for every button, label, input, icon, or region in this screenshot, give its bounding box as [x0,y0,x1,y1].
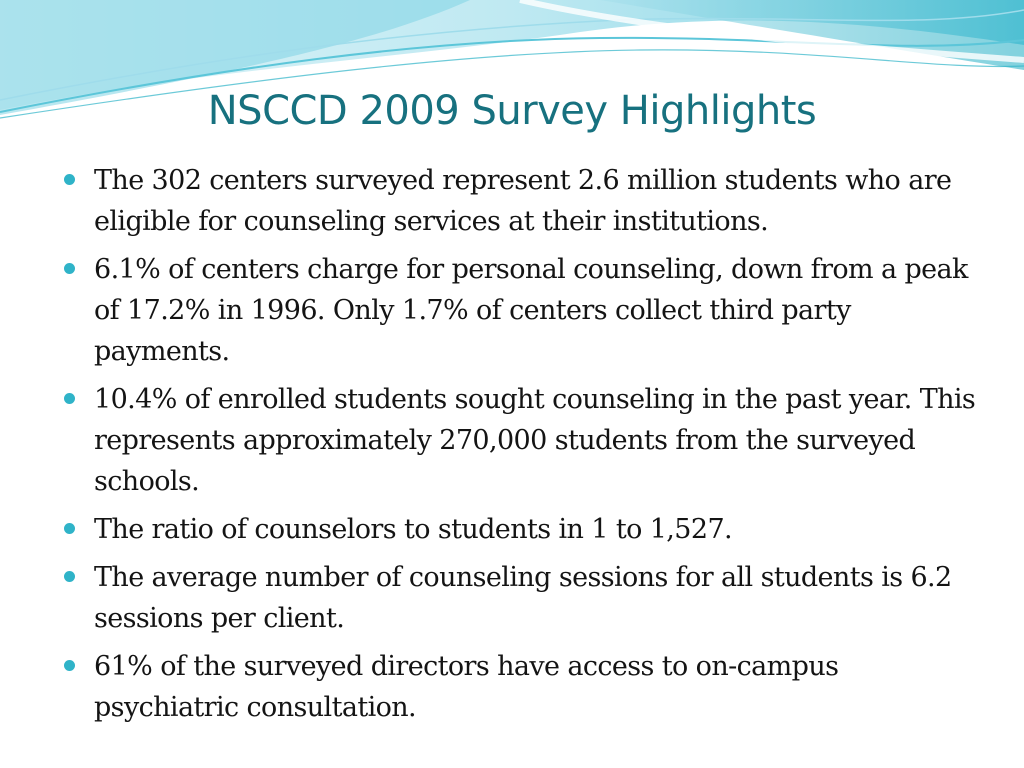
bullet-item [62,249,982,372]
bullet-dot-icon [64,523,75,534]
bullet-item [62,646,982,728]
bullet-dot-icon [64,571,75,582]
bullet-item [62,379,982,502]
bullet-text: 6.1% of centers charge for personal counseling, down from a peak of 17.2% in 1996. Only 1.7% of centers collect third party payments. [94,254,968,367]
bullet-text: The average number of counseling sessions for all students is 6.2 sessions per client. [94,562,952,634]
bullet-text: The 302 centers surveyed represent 2.6 million students who are eligible for counseling services at their institutions. [94,165,952,237]
bullet-dot-icon [64,660,75,671]
slide-title: NSCCD 2009 Survey Highlights [207,88,817,134]
bullet-text: 10.4% of enrolled students sought counseling in the past year. This represents approximately 270,000 students from the surveyed schools. [94,384,976,497]
bullet-text: 61% of the surveyed directors have access to on-campus psychiatric consultation. [94,651,839,723]
bullet-text: The ratio of counselors to students in 1 to 1,527. [94,514,732,545]
bullet-item [62,160,982,242]
bullet-item [62,509,982,550]
bullet-dot-icon [64,174,75,185]
bullet-dot-icon [64,393,75,404]
bullet-item [62,557,982,639]
bullet-list [62,160,982,735]
bullet-dot-icon [64,263,75,274]
